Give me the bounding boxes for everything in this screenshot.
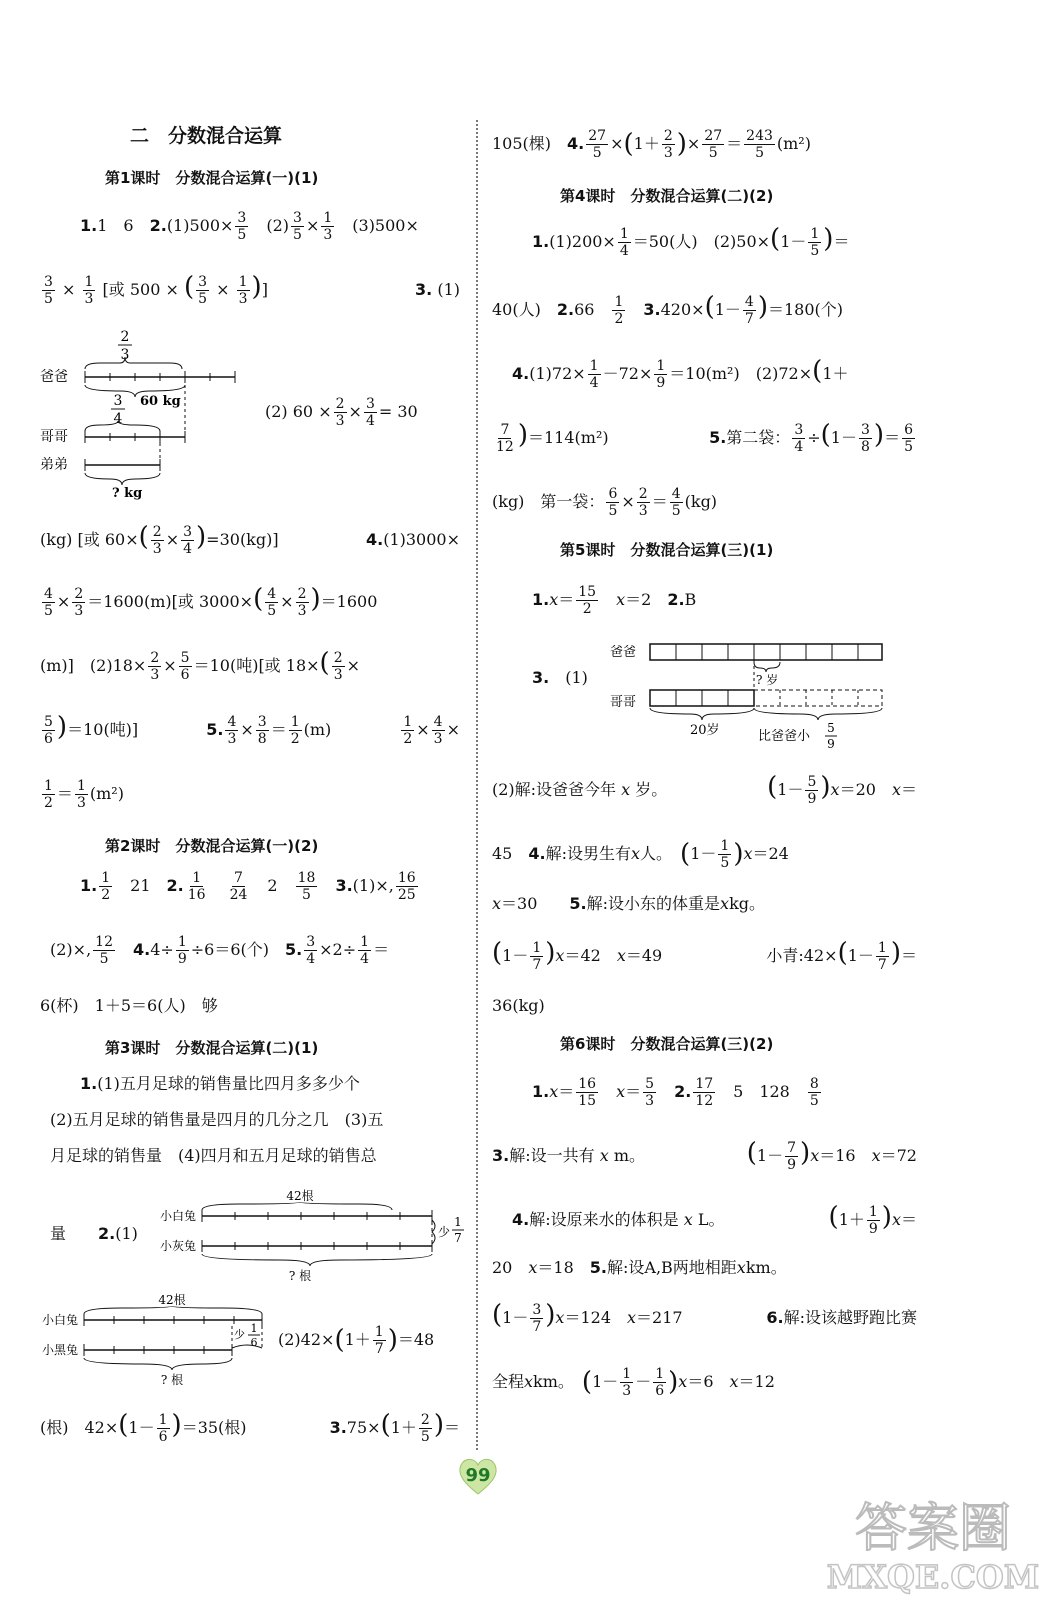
answer-line: 月足球的销售量 (4)四月和五月足球的销售总 — [50, 1146, 377, 1165]
svg-text:哥哥: 哥哥 — [40, 429, 68, 445]
svg-text:答案圈: 答案圈 — [854, 1499, 1012, 1559]
svg-text:小灰兔: 小灰兔 — [160, 1239, 197, 1253]
answer-line: 3.解:设一共有 x m。 (1－ $\frac{7}{9}$ )x＝16 x＝72 — [492, 1137, 917, 1173]
lesson-heading: 第4课时 分数混合运算(二)(2) — [560, 187, 774, 205]
answer-line: 1. x ＝ $\frac{15}{2}$ x ＝2 2. B — [532, 583, 697, 617]
answer-line: (1－ $\frac{1}{7}$ )x＝42 x＝49 小青:42×(1－ $\frac{1}{7}$ )＝ — [492, 937, 917, 973]
svg-text:? kg: ? kg — [112, 486, 143, 501]
answer-line: 全程 x km。 ( 1－ $\frac{1}{3}$ － $\frac{1}{6}$ ) x ＝6 x ＝12 — [492, 1365, 775, 1399]
answer-line: (2)42× ( 1＋ $\frac{1}{7}$ ) ＝48 — [278, 1323, 435, 1357]
watermark-logo — [826, 1488, 1041, 1596]
answer-line: $\frac{5}{6}$ )＝10(吨)] 5. $\frac{4}{3}$ × $\frac{3}{8}$ ＝ $\frac{1}{2}$ (m) $\frac{1}{2}$ × $\frac{4}{3}$ × — [44, 711, 460, 747]
answer-line: 20 x ＝18 5. 解:设A,B两地相距 x km。 — [492, 1258, 787, 1277]
answer-line: 4.解:设原来水的体积是 x L。 (1＋ $\frac{1}{9}$ )x＝ — [512, 1201, 917, 1237]
line-segment-diagram — [610, 634, 900, 752]
svg-text:3: 3 — [113, 393, 123, 409]
svg-text:1: 1 — [454, 1215, 462, 1229]
answer-line: (m)] (2)18× $\frac{2}{3}$ × $\frac{5}{6}$ ＝10(吨)[或 18×( $\frac{2}{3}$ × — [40, 647, 361, 683]
answer-line: (1－ $\frac{3}{7}$ )x＝124 x＝217 6.解:设该越野跑比赛 — [492, 1299, 917, 1335]
section-title: 二 分数混合运算 — [130, 125, 283, 147]
lesson-heading: 第6课时 分数混合运算(三)(2) — [560, 1035, 774, 1053]
answer-line: 1. $\frac{1}{2}$ 21 2. $\frac{1}{16}$ $\frac{7}{24}$ 2 $\frac{18}{5}$ 3. (1)×, $\frac{16}{25}$ — [80, 869, 416, 903]
svg-text:20岁: 20岁 — [690, 723, 720, 738]
lesson-heading: 第1课时 分数混合运算(一)(1) — [105, 169, 319, 187]
svg-text:小白兔: 小白兔 — [42, 1313, 79, 1327]
column-divider — [476, 120, 478, 1450]
svg-text:? 根: ? 根 — [288, 1269, 312, 1283]
line-segment-diagram — [160, 1186, 470, 1286]
svg-text:6: 6 — [250, 1336, 258, 1349]
answer-line: x ＝30 5. 解:设小东的体重是 x kg。 — [492, 894, 766, 913]
answer-line: (2)×, $\frac{12}{5}$ 4. 4÷ $\frac{1}{9}$ ÷6＝6(个) 5. $\frac{3}{4}$ ×2÷ $\frac{1}{4}$ ＝ — [50, 933, 390, 967]
svg-text:爸爸: 爸爸 — [610, 645, 637, 660]
svg-text:小黑兔: 小黑兔 — [42, 1343, 79, 1357]
svg-text:少: 少 — [438, 1225, 451, 1239]
answer-line: $\frac{3}{5}$ × $\frac{1}{3}$ [或 500 × ( $\frac{3}{5}$ × $\frac{1}{3}$ )] 3. (1) — [44, 271, 460, 307]
svg-text:1: 1 — [250, 1322, 258, 1335]
answer-line: 3. (1) — [532, 668, 588, 687]
svg-text:? 岁: ? 岁 — [756, 673, 779, 687]
svg-text:5: 5 — [827, 721, 835, 735]
answer-line: 36(kg) — [492, 996, 545, 1015]
svg-text:哥哥: 哥哥 — [610, 695, 637, 710]
svg-text:弟弟: 弟弟 — [40, 457, 68, 473]
answer-line: (根) 42×(1－ $\frac{1}{6}$ )＝35(根) 3.75×(1＋ $\frac{2}{5}$ )＝ — [40, 1409, 460, 1445]
svg-text:42根: 42根 — [286, 1189, 314, 1203]
svg-text:爸爸: 爸爸 — [40, 369, 68, 385]
answer-line: 40(人) 2.66 $\frac{1}{2}$ 3.420×(1－ $\frac{4}{7}$ )＝180(个) — [492, 291, 844, 327]
svg-text:比爸爸小: 比爸爸小 — [758, 729, 811, 744]
line-segment-diagram — [40, 325, 245, 505]
answer-line: 1. (1)五月足球的销售量比四月多多少个 — [80, 1074, 360, 1093]
svg-text:小白兔: 小白兔 — [160, 1209, 197, 1223]
answer-line: (2) 60 × $\frac{2}{3}$ × $\frac{3}{4}$ = 30 — [265, 395, 418, 429]
answer-line: 4.(1)72× $\frac{1}{4}$ －72× $\frac{1}{9}$ ＝10(m²) (2)72×(1＋ — [512, 355, 849, 391]
page-number: 99 — [465, 1464, 491, 1486]
svg-text:MXQE.COM: MXQE.COM — [826, 1558, 1040, 1596]
answer-line: (kg) 第一袋： $\frac{6}{5}$ × $\frac{2}{3}$ ＝ $\frac{4}{5}$ (kg) — [492, 485, 718, 519]
line-segment-diagram — [42, 1290, 272, 1390]
svg-text:3: 3 — [120, 347, 130, 363]
answer-line: 6(杯) 1＋5＝6(人) 够 — [40, 996, 218, 1015]
answer-line: 1. x ＝ $\frac{16}{15}$ x ＝ $\frac{5}{3}$ 2. $\frac{17}{12}$ 5 128 $\frac{8}{5}$ — [532, 1075, 819, 1109]
svg-text:42根: 42根 — [158, 1293, 186, 1307]
lesson-heading: 第3课时 分数混合运算(二)(1) — [105, 1039, 319, 1057]
svg-text:9: 9 — [827, 737, 835, 751]
svg-text:2: 2 — [120, 329, 130, 345]
lesson-heading: 第5课时 分数混合运算(三)(1) — [560, 541, 774, 559]
svg-text:? 根: ? 根 — [160, 1373, 184, 1387]
answer-line: 45 4. 解:设男生有 x 人。 ( 1－ $\frac{1}{5}$ ) x ＝24 — [492, 837, 789, 871]
answer-line: $\frac{1}{2}$ ＝ $\frac{1}{3}$ (m²) — [44, 777, 124, 811]
svg-text:4: 4 — [113, 411, 123, 427]
answer-line: 量 2. (1) — [50, 1224, 138, 1243]
svg-text:少: 少 — [234, 1328, 245, 1341]
svg-text:7: 7 — [454, 1231, 462, 1245]
answer-line: (2)五月足球的销售量是四月的几分之几 (3)五 — [50, 1110, 384, 1129]
lesson-heading: 第2课时 分数混合运算(一)(2) — [105, 837, 319, 855]
answer-line: 1.(1)200× $\frac{1}{4}$ ＝50(人) (2)50×(1－ $\frac{1}{5}$ )＝ — [532, 223, 850, 259]
answer-line: $\frac{4}{5}$ × $\frac{2}{3}$ ＝1600(m)[或 3000×( $\frac{4}{5}$ × $\frac{2}{3}$ )＝1600 — [44, 583, 378, 619]
answer-line: 105(棵) 4. $\frac{27}{5}$ × ( 1＋ $\frac{2}{3}$ ) × $\frac{27}{5}$ ＝ $\frac{243}{5}$ (m²) — [492, 127, 811, 161]
answer-line: (2)解:设爸爸今年 x 岁。 (1－ $\frac{5}{9}$ )x＝20 x＝ — [492, 771, 917, 807]
answer-line: (kg) [或 60×( $\frac{2}{3}$ × $\frac{3}{4}$ )=30(kg)] 4.(1)3000× — [40, 521, 460, 557]
svg-text:60 kg: 60 kg — [140, 394, 181, 409]
answer-line: 1. 1 6 2. (1)500× $\frac{3}{5}$ (2) $\frac{3}{5}$ × $\frac{1}{3}$ (3)500× — [80, 209, 419, 243]
answer-line: $\frac{7}{12}$ )＝114(m²) 5.第二袋： $\frac{3}{4}$ ÷(1－ $\frac{3}{8}$ )＝ $\frac{6}{5}$ — [496, 419, 913, 455]
